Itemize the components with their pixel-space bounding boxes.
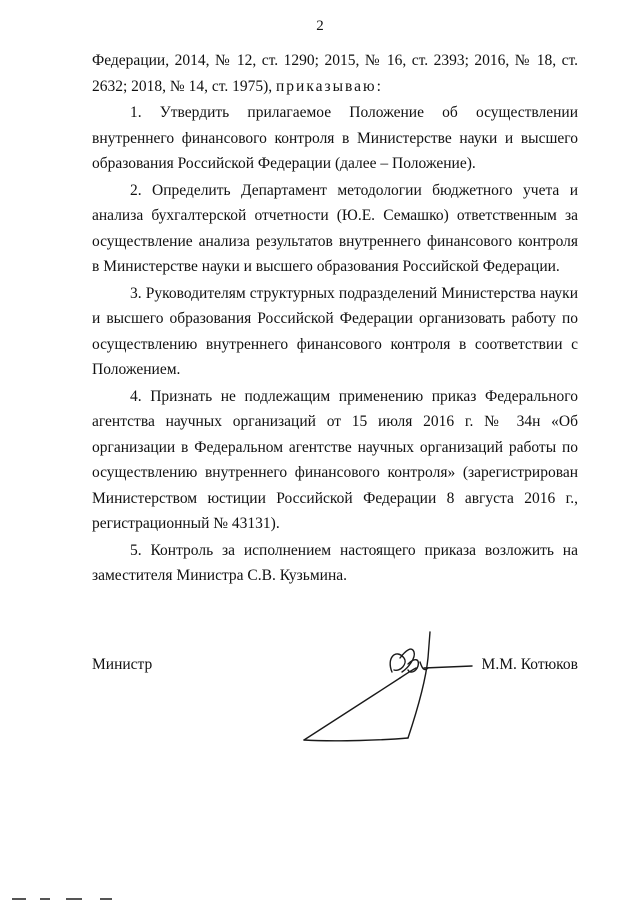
order-word: приказываю:: [276, 77, 383, 95]
signer-name: М.М. Котюков: [481, 656, 578, 673]
document-body: [92, 48, 578, 590]
paragraph-3: 3. Руководителям структурных подразделений Министерства науки и высшего образования Российской Федерации организовать работу по осуществлению внутреннего финансового контроля в соответствии с Положением.: [92, 284, 578, 378]
scan-edge-marks: [8, 897, 148, 901]
paragraph-2: 2. Определить Департамент методологии бюджетного учета и анализа бухгалтерской отчетности (Ю.Е. Семашко) ответственным за осуществление анализа результатов внутреннего финансового контроля в Министерстве науки и высшего образования Российской Федерации.: [92, 181, 578, 275]
page-number: 2: [316, 18, 324, 34]
intro-paragraph: [92, 48, 578, 99]
paragraph-5: 5. Контроль за исполнением настоящего приказа возложить на заместителя Министра С.В. Кузьмина.: [92, 541, 578, 584]
signer-title: Министр: [92, 656, 153, 673]
paragraph-4: 4. Признать не подлежащим применению приказ Федерального агентства научных организаций от 15 июля 2016 г. № 34н «Об организации в Федеральном агентстве научных организаций работы по осуществлению внутреннего финансового контроля» (зарегистрирован Министерством юстиции Российской Федерации 8 августа 2016 г., регистрационный № 43131).: [92, 387, 578, 532]
paragraph-1: 1. Утвердить прилагаемое Положение об осуществлении внутреннего финансового контроля в Министерстве науки и высшего образования Российской Федерации (далее – Положение).: [92, 104, 578, 172]
intro-text: Федерации, 2014, № 12, ст. 1290; 2015, № 16, ст. 2393; 2016, № 18, ст. 2632; 2018, № 14, ст. 1975),: [92, 52, 578, 95]
handwritten-signature: [296, 628, 476, 748]
